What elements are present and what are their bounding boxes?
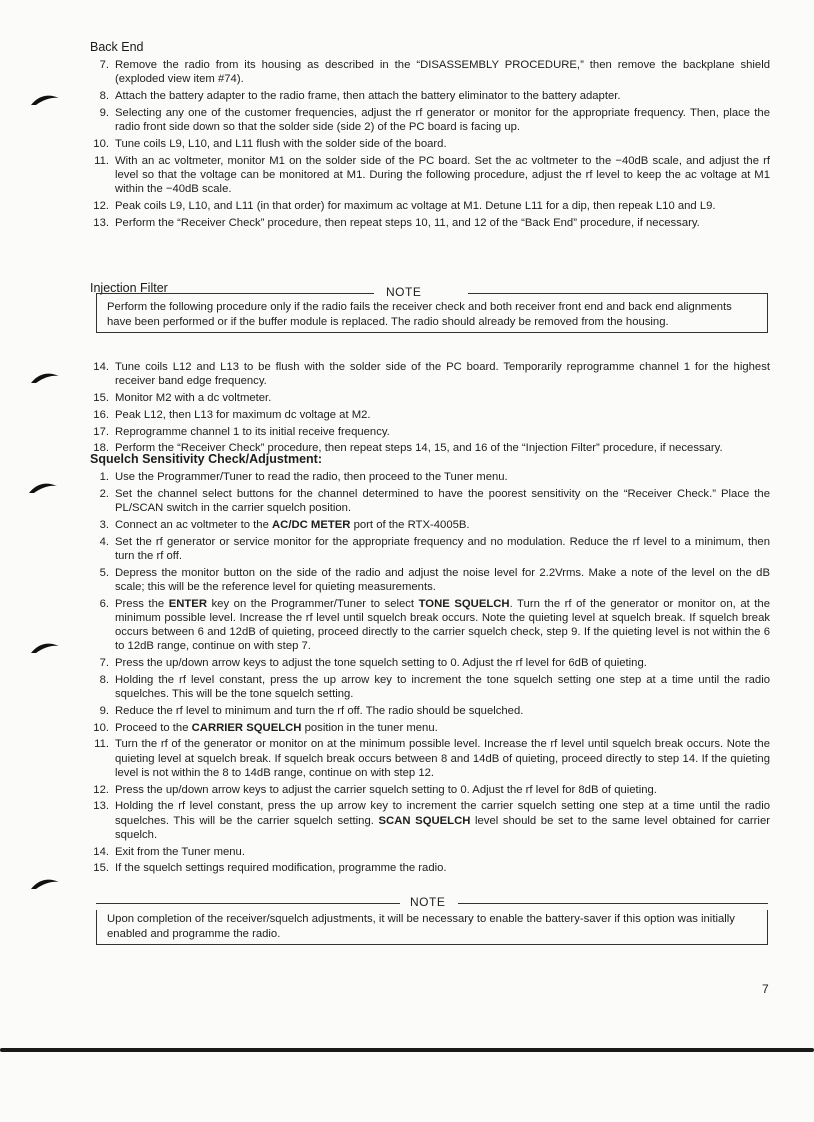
list-item: 7. Remove the radio from its housing as described in the “DISASSEMBLY PROCEDURE,” then remove the backplane shield (exploded view item #74). <box>99 59 770 86</box>
list-item: 1. Use the Programmer/Tuner to read the radio, then proceed to the Tuner menu. <box>99 471 508 483</box>
list-item: 9. Reduce the rf level to minimum and turn the rf off. The radio should be squelched. <box>99 704 524 717</box>
list-item: 11. With an ac voltmeter, monitor M1 on the solder side of the PC board. Set the ac voltmeter to the −40dB scale, and adjust the rf level so that the voltage can be monitored at M1. During the following procedure, adjust the rf level to keep the ac voltage at M1 within the −40dB scale. <box>94 154 770 195</box>
list-item: 14. Exit from the Tuner menu. <box>93 845 245 858</box>
list-item: 16. Peak L12, then L13 for maximum dc voltage at M2. <box>93 408 371 421</box>
section-title-back-end: Back End <box>90 40 144 54</box>
list-item: 3. Connect an ac voltmeter to the AC/DC METER port of the RTX-4005B. <box>99 518 470 531</box>
list-item: 6. Press the ENTER key on the Programmer/Tuner to select TONE SQUELCH. Turn the rf of the generator or monitor on, at the minimum possible level. Increase the rf level until squelch break occurs. Note the quieting level at squelch break. If squelch break occurs between 6 and 12dB of quieting, proceed directly to the carrier squelch check, step 9. If the quieting level is not within the 6 to 12dB range, continue on with step 7. <box>99 597 770 653</box>
note-text: Upon completion of the receiver/squelch adjustments, it will be necessary to enable the battery-saver if this option was initially enabled and programme the radio. <box>107 913 735 940</box>
list-item: 15. Monitor M2 with a dc voltmeter. <box>93 392 272 404</box>
list-item: 18. Perform the “Receiver Check” procedure, then repeat steps 14, 15, and 16 of the “Injection Filter” procedure, if necessary. <box>93 442 723 455</box>
list-item: 12. Peak coils L9, L10, and L11 (in that order) for maximum ac voltage at M1. Detune L11 for a dip, then repeak L10 and L9. <box>93 199 716 212</box>
note-label: NOTE <box>386 285 422 299</box>
margin-mark-icon <box>30 876 60 890</box>
squelch-steps <box>90 470 770 878</box>
note-header <box>96 286 768 300</box>
list-item: 13. Perform the “Receiver Check” procedure, then repeat steps 10, 11, and 12 of the “Back End” procedure, if necessary. <box>93 216 700 229</box>
note-header <box>96 896 768 910</box>
margin-mark-icon <box>30 92 60 106</box>
note-box <box>96 910 768 945</box>
section-title-injection-filter: Injection Filter <box>90 281 168 295</box>
list-item: 9. Selecting any one of the customer frequencies, adjust the rf generator or monitor for the appropriate frequency. Then, place the radio front side down so that the solder side (side 2) of the PC board is facing up. <box>99 106 770 133</box>
margin-mark-icon <box>28 480 58 494</box>
margin-mark-icon <box>30 370 60 384</box>
list-item: 14. Tune coils L12 and L13 to be flush with the solder side of the PC board. Temporarily reprogramme channel 1 for the highest receiver band edge frequency. <box>93 361 770 388</box>
list-item: 5. Depress the monitor button on the side of the radio and adjust the noise level for 2.2Vrms. Make a note of the level on the dB scale; this will be the reference level for quieting measurements. <box>99 566 770 593</box>
list-item: 8. Holding the rf level constant, press the up arrow key to increment the tone squelch setting one step at a time until the radio squelches. This will be the tone squelch setting. <box>99 673 770 700</box>
list-item: 12. Press the up/down arrow keys to adjust the carrier squelch setting to 0. Adjust the rf level for 8dB of quieting. <box>93 783 657 796</box>
list-item: 11. Turn the rf of the generator or monitor on at the minimum possible level. Increase the rf level until squelch break occurs. Note the quieting level at squelch break. If squelch break occurs between 8 and 14dB of quieting, proceed directly to step 14. If the quieting level is not within the 8 to 14dB range, continue on with step 12. <box>94 738 770 779</box>
back-end-steps <box>90 58 770 232</box>
list-item: 4. Set the rf generator or service monitor for the appropriate frequency and no modulation. Reduce the rf level to a minimum, then turn the rf off. <box>99 535 770 562</box>
list-item: 13. Holding the rf level constant, press the up arrow key to increment the carrier squelch setting one step at a time until the radio squelches. This will be the carrier squelch setting. SCAN SQUELCH level should be set to the same level obtained for carrier squelch. <box>93 800 770 841</box>
list-item: 8. Attach the battery adapter to the radio frame, then attach the battery eliminator to the battery adapter. <box>99 90 621 102</box>
list-item: 10. Tune coils L9, L10, and L11 flush with the solder side of the board. <box>93 137 447 150</box>
list-item: 10. Proceed to the CARRIER SQUELCH position in the tuner menu. <box>93 721 438 734</box>
injection-filter-steps <box>90 360 770 458</box>
list-item: 7. Press the up/down arrow keys to adjust the tone squelch setting to 0. Adjust the rf level for 6dB of quieting. <box>99 657 647 669</box>
page-number: 7 <box>762 982 769 996</box>
note-box <box>96 300 768 333</box>
note-text: Perform the following procedure only if the radio fails the receiver check and both receiver front end and back end alignments have been performed or if the buffer module is replaced. The radio should already be removed from the housing. <box>107 301 732 328</box>
list-item: 17. Reprogramme channel 1 to its initial receive frequency. <box>93 425 390 438</box>
footer-rule <box>0 1048 814 1052</box>
list-item: 15. If the squelch settings required modification, programme the radio. <box>93 862 447 875</box>
list-item: 2. Set the channel select buttons for the channel determined to have the poorest sensitivity on the “Receiver Check.” Place the PL/SCAN switch in the carrier squelch position. <box>99 487 770 514</box>
margin-mark-icon <box>30 640 60 654</box>
note-label: NOTE <box>410 895 446 909</box>
section-title-squelch: Squelch Sensitivity Check/Adjustment: <box>90 452 322 466</box>
